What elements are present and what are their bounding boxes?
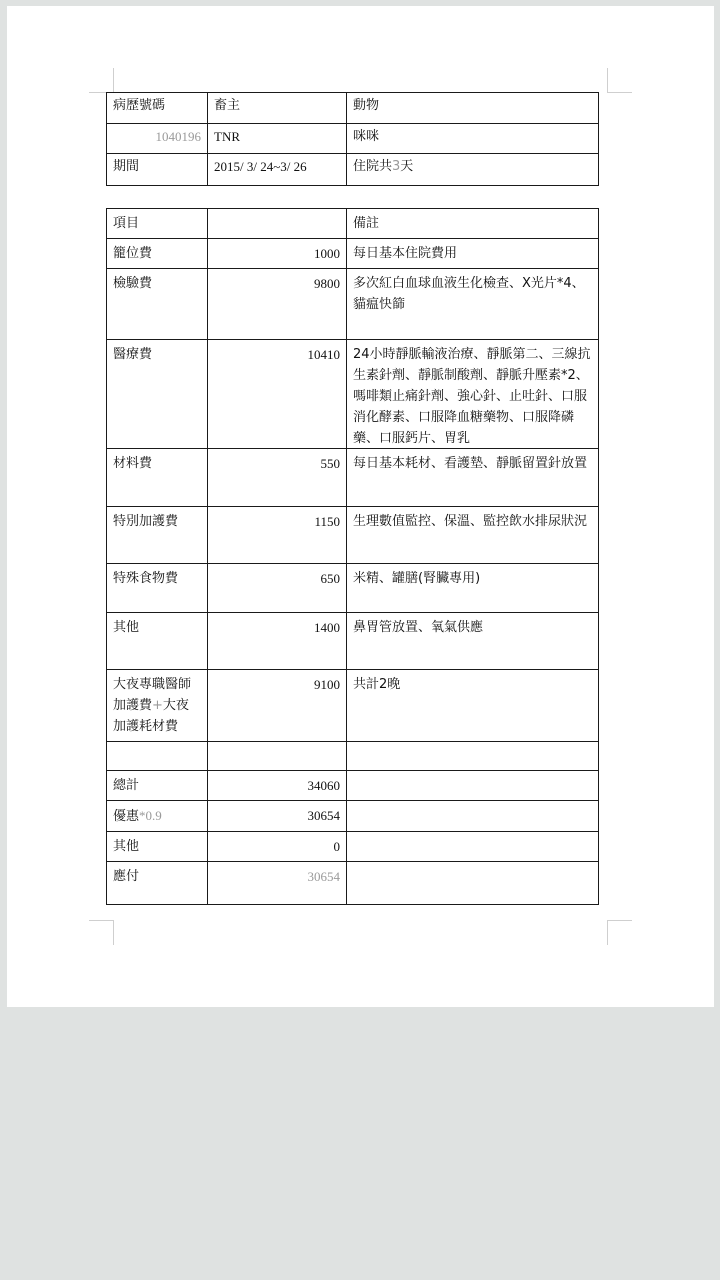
record-no-value: 1040196 bbox=[107, 124, 208, 154]
stay-prefix: 住院共 bbox=[353, 159, 393, 174]
bill-row bbox=[107, 340, 599, 449]
item-label: 特別加護費 bbox=[107, 507, 208, 564]
header-amount bbox=[208, 209, 347, 239]
other-row bbox=[107, 832, 599, 862]
crop-mark-top-right bbox=[607, 68, 632, 93]
header-record-no: 病歷號碼 bbox=[107, 93, 208, 124]
empty-cell bbox=[347, 832, 599, 862]
other-label: 其他 bbox=[107, 832, 208, 862]
bill-header-row bbox=[107, 209, 599, 239]
item-note: 鼻胃管放置、氧氣供應 bbox=[347, 613, 599, 670]
item-label-plus: + bbox=[152, 698, 163, 713]
crop-mark-bottom-left bbox=[89, 920, 114, 945]
stay-duration bbox=[347, 154, 599, 186]
item-amount: 9800 bbox=[208, 269, 347, 340]
item-note: 24小時靜脈輸液治療、靜脈第二、三線抗生素針劑、靜脈制酸劑、靜脈升壓素*2、嗎啡類止痛針劑、強心針、止吐針、口服消化酵素、口服降血糖藥物、口服降磷藥、口服鈣片、胃乳 bbox=[353, 347, 591, 444]
header-item: 項目 bbox=[107, 209, 208, 239]
total-value: 34060 bbox=[208, 771, 347, 801]
item-label: 其他 bbox=[107, 613, 208, 670]
info-value-row bbox=[107, 124, 599, 154]
header-owner: 畜主 bbox=[208, 93, 347, 124]
discount-label bbox=[107, 801, 208, 832]
item-note: 每日基本耗材、看護墊、靜脈留置針放置 bbox=[347, 449, 599, 507]
header-note: 備註 bbox=[347, 209, 599, 239]
item-note-cell bbox=[347, 340, 599, 449]
stay-suffix: 天 bbox=[400, 159, 414, 174]
item-amount: 1400 bbox=[208, 613, 347, 670]
item-label: 特殊食物費 bbox=[107, 564, 208, 613]
item-note: 共計2晚 bbox=[347, 670, 599, 742]
bill-row bbox=[107, 449, 599, 507]
item-label: 籠位費 bbox=[107, 239, 208, 269]
discount-row bbox=[107, 801, 599, 832]
stay-days: 3 bbox=[392, 159, 401, 174]
item-label: 檢驗費 bbox=[107, 269, 208, 340]
discount-label-text: 優惠 bbox=[113, 809, 140, 824]
owner-value: TNR bbox=[208, 124, 347, 154]
bill-row bbox=[107, 269, 599, 340]
item-label bbox=[107, 670, 208, 742]
empty-cell bbox=[107, 742, 208, 771]
item-note: 米精、罐膳(腎臟專用) bbox=[347, 564, 599, 613]
bill-table bbox=[106, 208, 599, 905]
total-row bbox=[107, 771, 599, 801]
document-page bbox=[7, 6, 714, 1007]
empty-cell bbox=[208, 742, 347, 771]
empty-cell bbox=[347, 801, 599, 832]
period-label: 期間 bbox=[107, 154, 208, 186]
bill-row bbox=[107, 239, 599, 269]
period-value: 2015/ 3/ 24~3/ 26 bbox=[208, 154, 347, 186]
other-value: 0 bbox=[208, 832, 347, 862]
item-label-part-a: 大夜專職醫師加護費 bbox=[113, 677, 192, 713]
info-header-row bbox=[107, 93, 599, 124]
item-label-part-b: 大夜加護耗材費 bbox=[113, 698, 189, 734]
payable-value: 30654 bbox=[208, 862, 347, 905]
info-period-row bbox=[107, 154, 599, 186]
empty-row bbox=[107, 742, 599, 771]
empty-cell bbox=[347, 862, 599, 905]
bill-row bbox=[107, 670, 599, 742]
bill-row bbox=[107, 613, 599, 670]
bill-row bbox=[107, 507, 599, 564]
empty-cell bbox=[347, 771, 599, 801]
header-animal: 動物 bbox=[347, 93, 599, 124]
bill-row bbox=[107, 564, 599, 613]
empty-cell bbox=[347, 742, 599, 771]
crop-mark-top-left bbox=[89, 68, 114, 93]
payable-row bbox=[107, 862, 599, 905]
item-amount: 10410 bbox=[208, 340, 347, 449]
total-label: 總計 bbox=[107, 771, 208, 801]
item-amount: 1150 bbox=[208, 507, 347, 564]
item-amount: 650 bbox=[208, 564, 347, 613]
discount-rate: *0.9 bbox=[139, 808, 162, 823]
payable-label: 應付 bbox=[107, 862, 208, 905]
item-label: 材料費 bbox=[107, 449, 208, 507]
item-note: 每日基本住院費用 bbox=[347, 239, 599, 269]
item-amount: 1000 bbox=[208, 239, 347, 269]
item-amount: 9100 bbox=[208, 670, 347, 742]
crop-mark-bottom-right bbox=[607, 920, 632, 945]
item-note: 生理數值監控、保溫、監控飲水排尿狀況 bbox=[347, 507, 599, 564]
patient-info-table bbox=[106, 92, 599, 186]
item-note: 多次紅白血球血液生化檢查、X光片*4、貓瘟快篩 bbox=[347, 269, 599, 340]
item-label: 醫療費 bbox=[107, 340, 208, 449]
item-amount: 550 bbox=[208, 449, 347, 507]
animal-value: 咪咪 bbox=[347, 124, 599, 154]
discount-value: 30654 bbox=[208, 801, 347, 832]
